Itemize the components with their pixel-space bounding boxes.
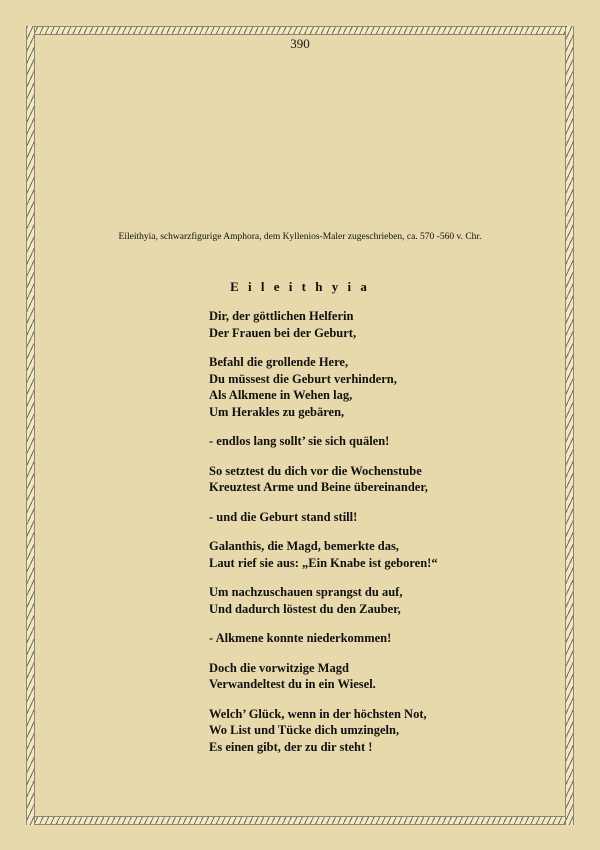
poem-line: Und dadurch löstest du den Zauber, — [209, 601, 401, 616]
poem-line: Es einen gibt, der zu dir steht ! — [209, 739, 373, 754]
poem-stanza — [209, 463, 569, 496]
poem-line: Um nachzuschauen sprangst du auf, — [209, 585, 403, 599]
poem-line: - und die Geburt stand still! — [209, 509, 358, 524]
poem-stanza — [209, 509, 569, 526]
poem-line: Um Herakles zu gebären, — [209, 404, 345, 419]
poem-line: - endlos lang sollt’ sie sich quälen! — [209, 434, 390, 448]
page-border-bottom — [26, 816, 574, 825]
poem-line: Laut rief sie aus: „Ein Knabe ist geboren!“ — [209, 555, 438, 570]
poem-body — [209, 308, 569, 768]
poem-line: Befahl die grollende Here, — [209, 355, 349, 369]
poem-line: Als Alkmene in Wehen lag, — [209, 388, 353, 402]
poem-stanza — [209, 706, 569, 756]
poem-title: E i l e i t h y i a — [230, 279, 370, 294]
poem-line: Kreuztest Arme und Beine übereinander, — [209, 480, 428, 494]
poem-line: Du müssest die Geburt verhindern, — [209, 371, 397, 386]
poem-line: - Alkmene konnte niederkommen! — [209, 631, 392, 645]
poem-line: Doch die vorwitzige Magd — [209, 660, 349, 675]
poem-stanza — [209, 354, 569, 420]
poem-stanza — [209, 308, 569, 341]
poem-line: Welch’ Glück, wenn in der höchsten Not, — [209, 706, 427, 721]
poem-stanza — [209, 630, 569, 647]
poem-stanza — [209, 660, 569, 693]
poem-line: Der Frauen bei der Geburt, — [209, 325, 357, 340]
image-caption: Eileithyia, schwarzfigurige Amphora, dem Kyllenios-Maler zugeschrieben, ca. 570 -560 v. Chr. — [118, 232, 482, 242]
poem-stanza — [209, 584, 569, 617]
poem-stanza — [209, 538, 569, 571]
poem-line: So setztest du dich vor die Wochenstube — [209, 463, 422, 478]
poem-line: Dir, der göttlichen Helferin — [209, 309, 354, 323]
page-number: 390 — [290, 36, 310, 51]
poem-line: Galanthis, die Magd, bemerkte das, — [209, 539, 399, 553]
poem-line: Wo List und Tücke dich umzingeln, — [209, 723, 400, 737]
poem-stanza — [209, 433, 569, 450]
poem-line: Verwandeltest du in ein Wiesel. — [209, 677, 376, 691]
page-border-top — [26, 26, 574, 35]
page-border-left — [26, 26, 35, 825]
